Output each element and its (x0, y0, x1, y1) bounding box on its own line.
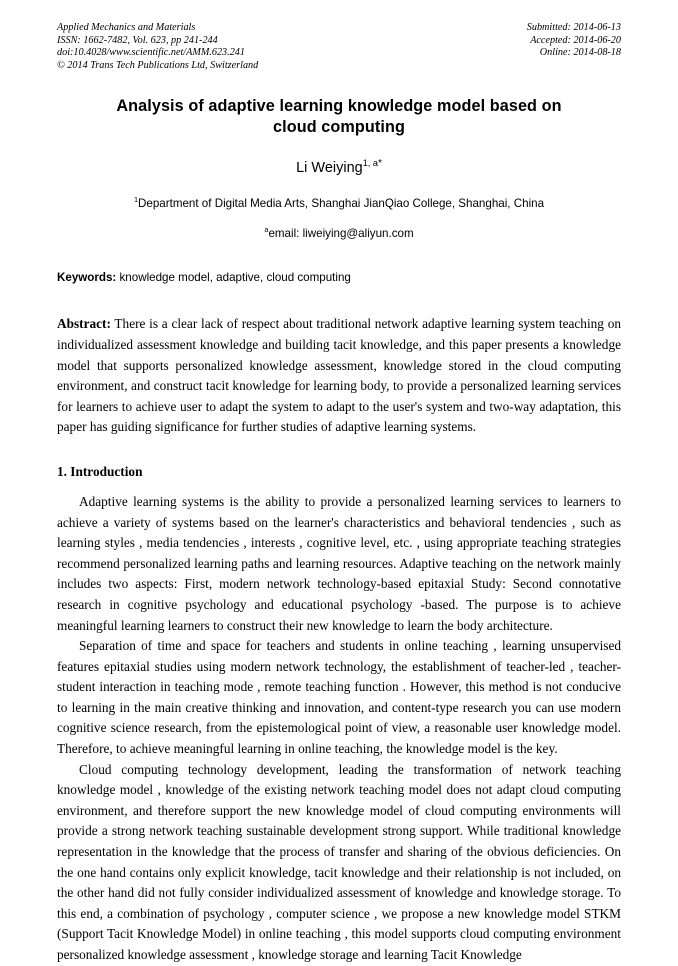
author-affiliation-marker: 1, a (362, 158, 378, 169)
abstract-text: There is a clear lack of respect about traditional network adaptive learning system teaching on individualized assessment knowledge and building tacit knowledge, and this paper presents a knowledge model that supports personalized knowledge assessment, knowledge stored in the cloud computing environment, and construct tacit knowledge for learning body, to provide a personalized learning services for learners to achieve user to adapt the system to adapt to the user's system and two-way adaptation, this paper has guiding significance for further studies of adaptive learning systems. (57, 316, 621, 435)
page-title: Analysis of adaptive learning knowledge model based on cloud computing (116, 97, 562, 137)
keywords-line (57, 270, 621, 286)
journal-name: Applied Mechanics and Materials (57, 22, 196, 33)
paragraph-3: Cloud computing technology development, leading the transformation of network teaching knowledge model , knowledge of the existing network teaching model does not adapt cloud computing environment, and therefore support the new knowledge model of cloud computing environments will provide a strong network teaching sustainable development strong support. While traditional knowledge representation in the knowledge that the process of transfer and sharing of the obvious deficiencies. On the one hand contains only explicit knowledge, tacit knowledge and their relationship is not included, on the other hand did not fully consider individualized assessment of knowledge and knowledge storage. To this end, a combination of psychology , computer science , we propose a new knowledge model STKM (Support Tacit Knowledge Model) in online teaching , this model supports cloud computing environment personalized knowledge assessment , knowledge storage and learning Tacit Knowledge (57, 761, 621, 962)
keywords-label: Keywords: (57, 271, 117, 285)
keywords-text: knowledge model, adaptive, cloud computing (116, 271, 351, 285)
online-date: Online: 2014-08-18 (539, 47, 621, 59)
journal-issn-volume: ISSN: 1662-7482, Vol. 623, pp 241-244 (57, 34, 218, 46)
journal-header-left (57, 22, 258, 72)
affiliation-marker: 1 (133, 195, 139, 205)
journal-copyright: © 2014 Trans Tech Publications Ltd, Switzerland (57, 59, 259, 71)
submitted-date: Submitted: 2014-06-13 (526, 22, 621, 33)
affiliation-line (57, 197, 621, 210)
paragraph-2: Separation of time and space for teachers and students in online teaching , learning unsupervised features epitaxial studies using modern network technology, the establishment of teacher-led , teacher-student interaction in teaching mode , remote teaching function . However, this method is not conducive to learning in the main creative thinking and innovation, and content-type research you can use modern cognitive science research, from the epistemological point of view, a reasonable user knowledge model. Therefore, to achieve meaningful learning in online teaching, the knowledge model is the key. (57, 638, 621, 757)
journal-doi: doi:10.4028/www.scientific.net/AMM.623.241 (57, 47, 245, 59)
abstract-block (57, 314, 621, 438)
email-text: email: liweiying@aliyun.com (268, 227, 414, 241)
email-line (57, 227, 621, 240)
affiliation-text: Department of Digital Media Arts, Shanghai JianQiao College, Shanghai, China (138, 197, 545, 211)
author-line (57, 160, 621, 176)
corresponding-author-asterisk: * (377, 158, 382, 170)
abstract-label: Abstract: (57, 316, 111, 332)
journal-header-right (527, 22, 621, 60)
accepted-date: Accepted: 2014-06-20 (530, 34, 621, 46)
journal-header (57, 22, 621, 72)
section-heading-introduction: 1. Introduction (57, 463, 143, 479)
paragraph-1: Adaptive learning systems is the ability to provide a personalized learning services to learners to achieve a variety of systems based on the learner's characteristics and behavioral tendencies , such as learning styles , media tendencies , interests , cognitive level, etc. , using appropriate teaching strategies recommend personalized learning paths and learning resources. Adaptive teaching on the network mainly includes two aspects: First, modern network technology-based epitaxial Study: Second connotative research in cognitive psychology and educational psychology -based. The purpose is to achieve meaningful learning learners to construct their new knowledge to learn the body architecture. (57, 493, 621, 633)
email-marker: a (264, 225, 269, 235)
author-name: Li Weiying (296, 160, 363, 177)
